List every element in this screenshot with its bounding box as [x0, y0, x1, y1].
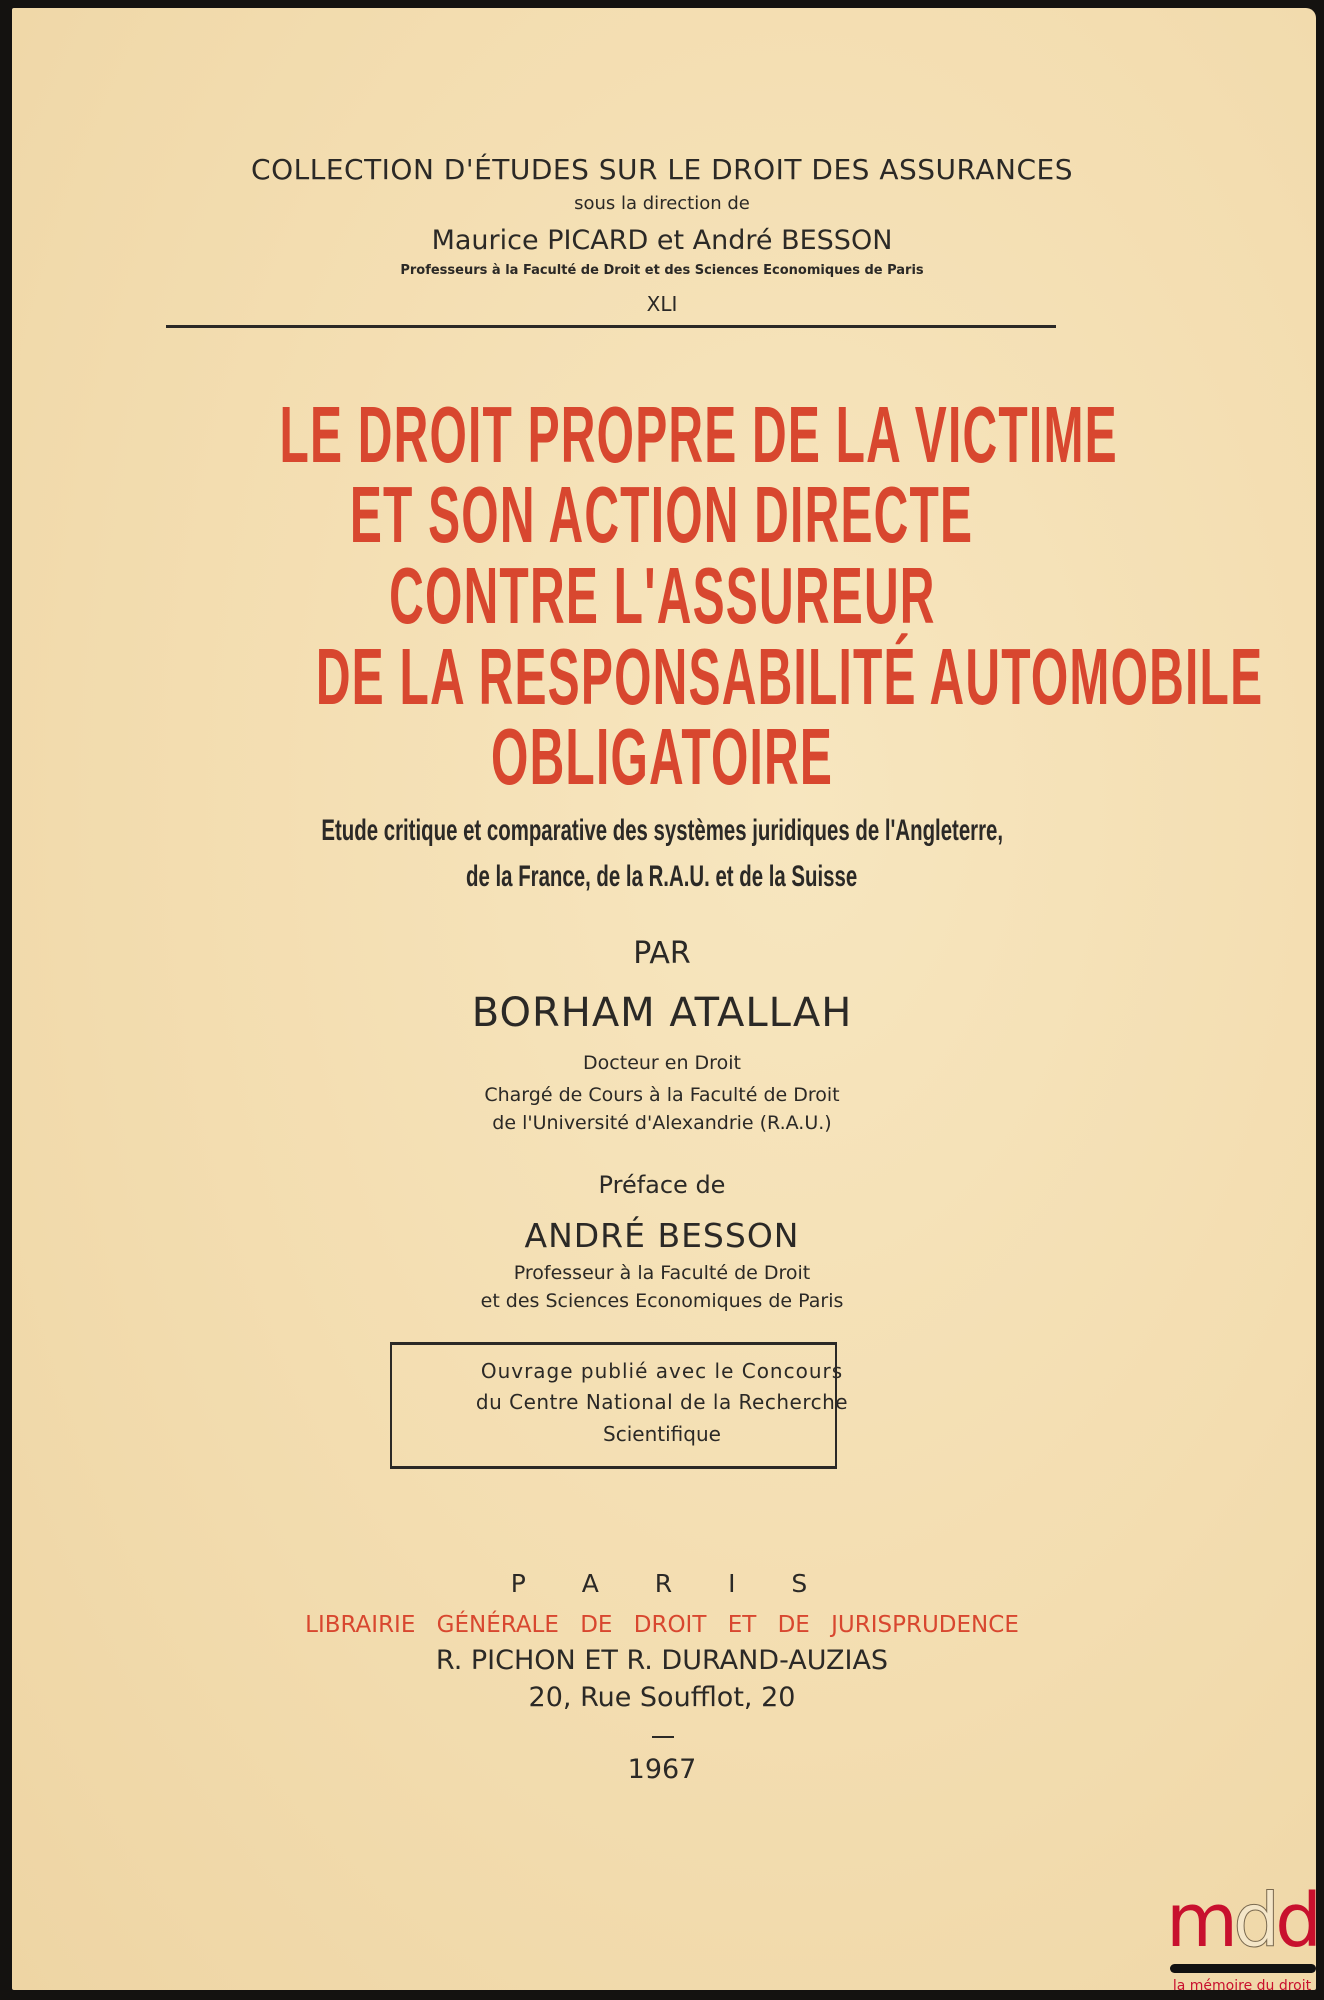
author-credential-1: Docteur en Droit — [583, 1052, 741, 1074]
publisher-owners: R. PICHON ET R. DURAND-AUZIAS — [435, 1645, 889, 1676]
volume-number: XLI — [646, 292, 678, 316]
title-line-5 — [0, 712, 1324, 801]
author-name: BORHAM ATALLAH — [471, 990, 853, 1036]
title-line-4 — [0, 632, 1324, 721]
preface-author: ANDRÉ BESSON — [524, 1216, 800, 1255]
title-text: OBLIGATOIRE — [490, 712, 834, 801]
publisher-name: LIBRAIRIE GÉNÉRALE DE DROIT ET DE JURISPRUDENCE — [305, 1612, 1019, 1638]
author-credential-2: Chargé de Cours à la Faculté de Droit — [484, 1084, 840, 1106]
notice-line-3: Scientifique — [603, 1422, 721, 1446]
title-line-3 — [0, 551, 1324, 640]
logo-underline — [1170, 1964, 1316, 1973]
header-divider — [166, 325, 1056, 328]
title-text: DE LA RESPONSABILITÉ AUTOMOBILE — [315, 632, 1264, 721]
publisher-city: P A R I S — [510, 1569, 814, 1598]
collection-title: COLLECTION D'ÉTUDES SUR LE DROIT DES ASSURANCES — [251, 153, 1073, 186]
subtitle-line-2 — [0, 860, 1324, 894]
directors-affiliation: Professeurs à la Faculté de Droit et des Sciences Economiques de Paris — [400, 263, 924, 278]
mdd-logo-icon: mdd — [1166, 1878, 1318, 1964]
subtitle-line-1 — [0, 814, 1324, 848]
publisher-address: 20, Rue Soufflot, 20 — [528, 1682, 796, 1713]
title-text: ET SON ACTION DIRECTE — [350, 470, 974, 559]
series-directors: Maurice PICARD et André BESSON — [431, 225, 893, 256]
title-line-1 — [0, 390, 1324, 479]
by-label: PAR — [633, 936, 691, 971]
year-divider — [652, 1736, 674, 1738]
preface-credential-1: Professeur à la Faculté de Droit — [513, 1262, 811, 1284]
direction-label: sous la direction de — [574, 193, 750, 214]
subtitle-text: Etude critique et comparative des systèmes juridiques de l'Angleterre, — [321, 814, 1003, 847]
author-credential-3: de l'Université d'Alexandrie (R.A.U.) — [492, 1112, 832, 1134]
mdd-logo — [1166, 1878, 1318, 2000]
publication-year: 1967 — [627, 1754, 697, 1785]
logo-tagline: la mémoire du droit — [1172, 1978, 1312, 1994]
preface-label: Préface de — [598, 1171, 726, 1199]
title-line-2 — [0, 470, 1324, 559]
notice-line-1: Ouvrage publié avec le Concours — [480, 1359, 844, 1383]
preface-credential-2: et des Sciences Economiques de Paris — [480, 1290, 844, 1312]
title-text: CONTRE L'ASSUREUR — [388, 551, 936, 640]
notice-line-2: du Centre National de la Recherche — [475, 1390, 849, 1414]
subtitle-text: de la France, de la R.A.U. et de la Suisse — [466, 860, 858, 893]
title-text: LE DROIT PROPRE DE LA VICTIME — [279, 390, 1118, 479]
